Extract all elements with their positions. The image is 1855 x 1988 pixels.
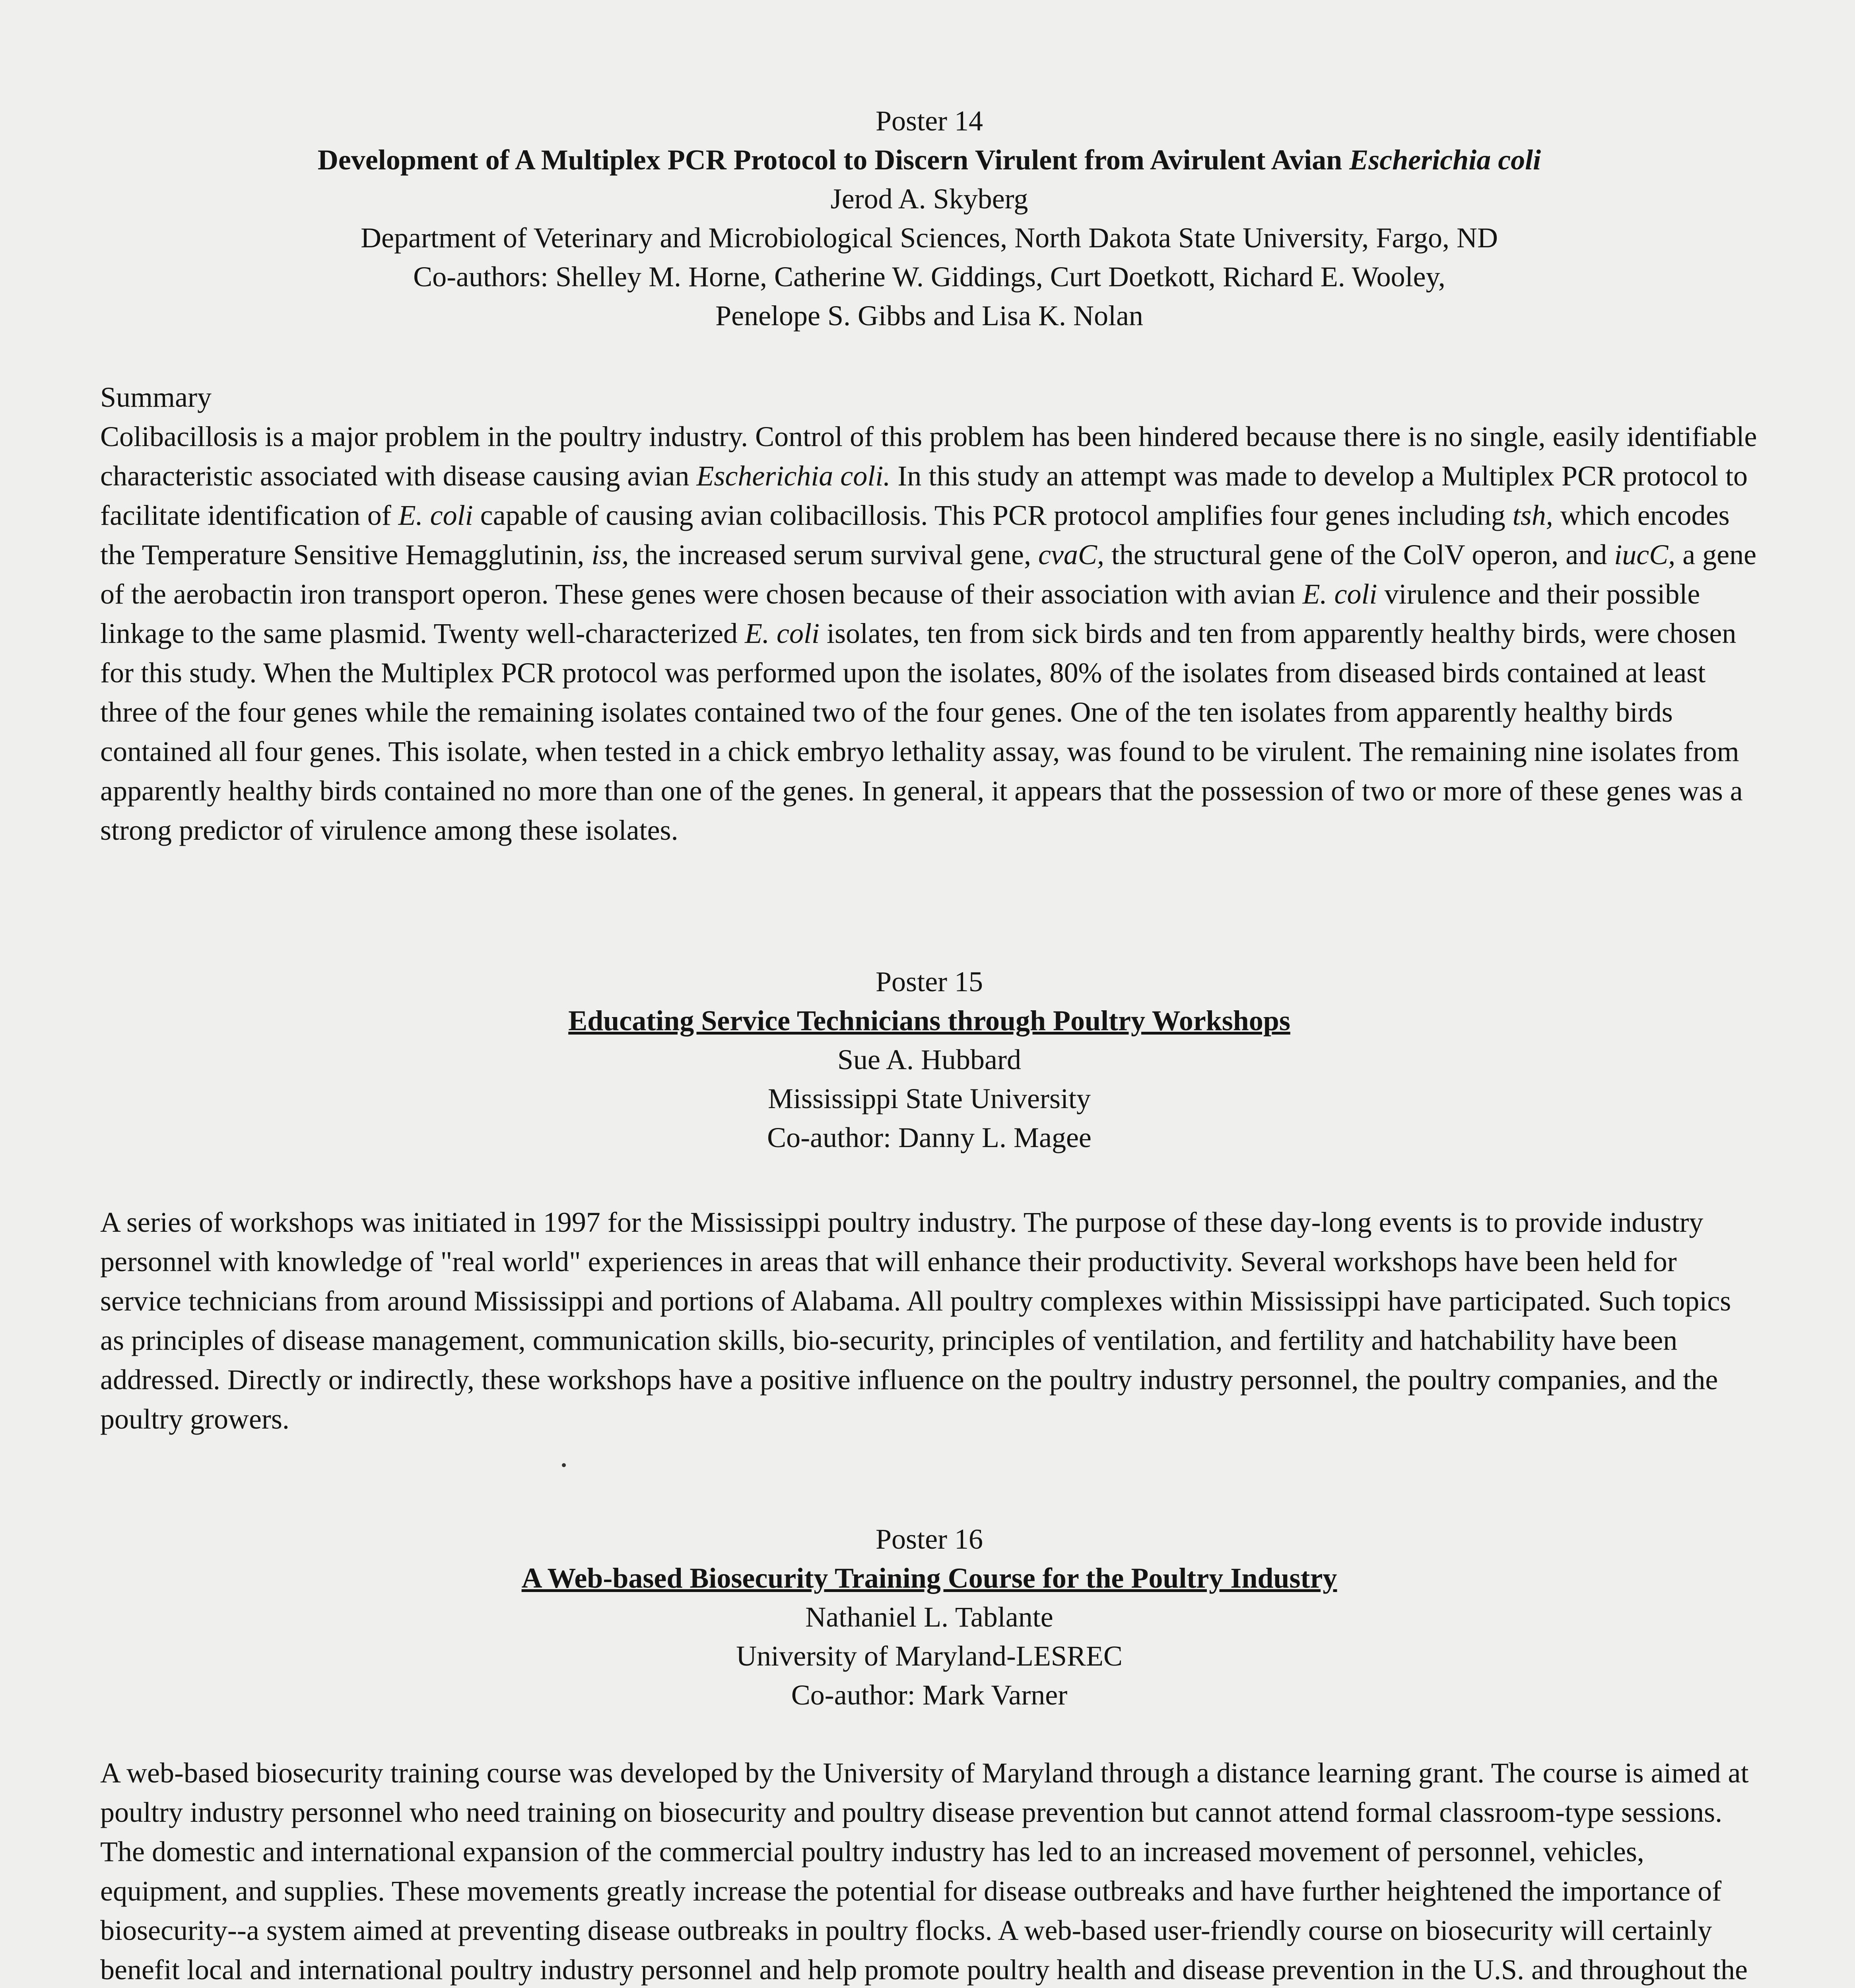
affiliation: Department of Veterinary and Microbiological Sciences, North Dakota State University, Fargo, ND bbox=[361, 222, 1498, 254]
coauthors: Co-authors: Shelley M. Horne, Catherine W. Giddings, Curt Doetkott, Richard E. Wooley, bbox=[413, 261, 1445, 293]
coauthor: Co-author: Danny L. Magee bbox=[767, 1122, 1092, 1153]
poster-label: Poster 14 bbox=[876, 105, 983, 137]
abstract-text: Colibacillosis is a major problem in the poultry industry. Control of this problem has been hindered because there is no single, easily identifiable characteristic associated with disease causing avian Escherichia coli. In this study an attempt was made to develop a Multiplex PCR protocol to facilitate identification of E. coli capable of causing avian colibacillosis. This PCR protocol amplifies four genes including tsh, which encodes the Temperature Sensitive Hemagglutinin, iss, the increased serum survival gene, cvaC, the structural gene of the ColV operon, and iucC, a gene of the aerobactin iron transport operon. These genes were chosen because of their association with avian E. coli virulence and their possible linkage to the same plasmid. Twenty well-characterized E. coli isolates, ten from sick birds and ten from apparently healthy birds, were chosen for this study. When the Multiplex PCR protocol was performed upon the isolates, 80% of the isolates from diseased birds contained at least three of the four genes while the remaining isolates contained two of the four genes. One of the ten isolates from apparently healthy birds contained all four genes. This isolate, when tested in a chick embryo lethality assay, was found to be virulent. The remaining nine isolates from apparently healthy birds contained no more than one of the genes. In general, it appears that the possession of two or more of these genes was a strong predictor of virulence among these isolates. bbox=[100, 421, 1757, 846]
abstract-text: A web-based biosecurity training course was developed by the University of Maryland through a distance learning grant. The course is aimed at poultry industry personnel who need training on biosecurity and poultry disease prevention but cannot attend formal classroom-type sessions. The domestic and international expansion of the commercial poultry industry has led to an increased movement of personnel, vehicles, equipment, and supplies. These movements greatly increase the potential for disease outbreaks and have further heightened the importance of biosecurity--a system aimed at preventing disease outbreaks in poultry flocks. A web-based user-friendly course on biosecurity will certainly benefit local and international poultry industry personnel and help promote poultry health and disease prevention in the U.S. and throughout the bbox=[100, 1757, 1749, 1986]
poster-15 bbox=[100, 962, 1758, 1157]
coauthors-continued: Penelope S. Gibbs and Lisa K. Nolan bbox=[715, 300, 1143, 332]
poster-16 bbox=[100, 1520, 1758, 1714]
presenter: Nathaniel L. Tablante bbox=[805, 1601, 1053, 1633]
affiliation: Mississippi State University bbox=[767, 1083, 1091, 1114]
poster-14-abstract bbox=[100, 378, 1758, 850]
presenter: Sue A. Hubbard bbox=[837, 1044, 1021, 1076]
poster-16-abstract bbox=[100, 1753, 1758, 1988]
poster-14 bbox=[100, 101, 1758, 335]
presenter: Jerod A. Skyberg bbox=[830, 183, 1028, 215]
abstract-text: A series of workshops was initiated in 1997 for the Mississippi poultry industry. The purpose of these day-long events is to provide industry personnel with knowledge of "real world" experiences in areas that will enhance their productivity. Several workshops have been held for service technicians from around Mississippi and portions of Alabama. All poultry complexes within Mississippi have participated. Such topics as principles of disease management, communication skills, bio-security, principles of ventilation, and fertility and hatchability have been addressed. Directly or indirectly, these workshops have a positive influence on the poultry industry personnel, the poultry companies, and the poultry growers. bbox=[100, 1206, 1731, 1435]
poster-title: A Web-based Biosecurity Training Course for the Poultry Industry bbox=[521, 1562, 1337, 1594]
affiliation: University of Maryland-LESREC bbox=[736, 1640, 1123, 1672]
poster-label: Poster 15 bbox=[876, 966, 983, 998]
poster-label: Poster 16 bbox=[876, 1523, 983, 1555]
coauthor: Co-author: Mark Varner bbox=[791, 1679, 1068, 1711]
poster-title: Educating Service Technicians through Poultry Workshops bbox=[568, 1005, 1290, 1037]
poster-title: Development of A Multiplex PCR Protocol to Discern Virulent from Avirulent Avian Escherichia coli bbox=[317, 144, 1541, 176]
poster-15-abstract bbox=[100, 1203, 1758, 1439]
stray-mark bbox=[562, 1463, 566, 1467]
summary-label: Summary bbox=[100, 381, 212, 413]
